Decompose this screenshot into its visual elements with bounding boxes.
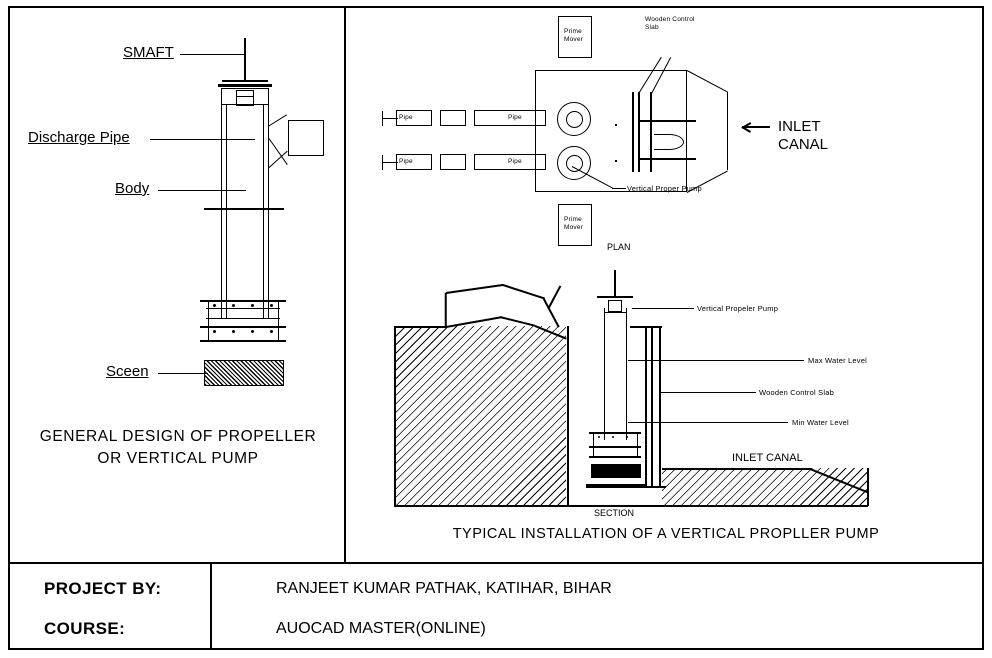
section-flange-bottom (589, 456, 641, 458)
section-flange-edge-right (637, 432, 638, 456)
section-slab-bar-2 (651, 326, 653, 486)
plan-sump-outline (535, 70, 687, 192)
title-block-label-column (10, 564, 212, 648)
duct-left-end (445, 293, 447, 327)
left-caption-line1: GENERAL DESIGN OF PROPELLER (39, 428, 317, 445)
section-caption: SECTION (594, 508, 635, 518)
body-top-edge (221, 88, 269, 89)
duct-top-edge-2 (503, 284, 545, 299)
section-body-right (626, 308, 627, 440)
body-inner-left (226, 104, 227, 318)
label-screen: Sceen (106, 363, 149, 380)
flange-bolt (232, 330, 235, 333)
section-flange-edge-left (593, 432, 594, 456)
plan-pipe-cap-upper (382, 111, 383, 126)
section-wooden-slab-label: Wooden Control Slab (759, 388, 834, 397)
shaft-coupling-line (236, 96, 254, 97)
section-sump-floor (586, 486, 666, 488)
plan-pipe-segment (440, 110, 466, 126)
title-block-row-value (212, 608, 982, 650)
body-left-edge (221, 88, 222, 318)
right-ground-edge (867, 468, 869, 506)
plan-inlet-canal-label (778, 118, 828, 154)
discharge-elbow-upper (268, 114, 287, 127)
plan-vertical-pump-label: Vertical Proper Pump (627, 184, 702, 193)
vertical-pump-leader-tail (612, 188, 626, 189)
project-by-value: RANJEET KUMAR PATHAK, KATIHAR, BIHAR (276, 580, 612, 597)
shaft-leader-line (180, 54, 246, 55)
left-caption-line2: OR VERTICAL PUMP (97, 450, 259, 467)
plan-pipe-label-3: Pipe (399, 158, 413, 165)
section-shaft (614, 270, 616, 296)
section-screen-block (591, 464, 641, 478)
inlet-arrow-shaft (742, 126, 770, 128)
discharge-leader-line (150, 139, 255, 140)
project-by-label: PROJECT BY: (44, 579, 162, 598)
right-ground-top (662, 468, 812, 470)
body-right-edge (268, 88, 269, 318)
sump-wall-left (567, 326, 569, 506)
right-caption: TYPICAL INSTALLATION OF A VERTICAL PROPLLER PUMP (452, 526, 880, 542)
control-slab-bar (638, 92, 640, 172)
flange-bolt (270, 330, 273, 333)
lower-flange-bottom (200, 340, 286, 342)
flange-bolt (213, 304, 216, 307)
section-flange-bolt (612, 436, 614, 438)
screen-block (204, 360, 284, 386)
title-block-row-value (212, 568, 982, 610)
title-block (10, 562, 982, 648)
control-slab-cross-lower (640, 158, 696, 160)
inlet-canal-line1: INLET (778, 118, 821, 135)
section-vertical-pump-label: Vertical Propeler Pump (697, 304, 779, 313)
label-body: Body (115, 180, 150, 197)
plan-center-dot (615, 124, 617, 126)
plan-pipe-label-2: Pipe (508, 114, 522, 121)
prime-mover-top-label: Prime Mover (564, 28, 584, 43)
plan-pipe-cap-lower (382, 155, 383, 170)
wooden-slab-line (660, 392, 756, 393)
body-leader-line (158, 190, 246, 191)
shaft-flange (218, 84, 272, 87)
inlet-transition-upper (687, 70, 728, 92)
screen-leader-line (158, 373, 208, 374)
prime-mover-bottom-label: Prime Mover (564, 216, 584, 231)
ground-left-edge (394, 326, 396, 506)
title-block-value-column (212, 564, 982, 648)
ground-hatch-left (394, 326, 566, 506)
pump-circle-upper-inner (566, 111, 583, 128)
lower-flange-line-a (206, 308, 280, 309)
section-slab-top (630, 326, 662, 328)
section-body-left (604, 308, 605, 440)
section-slab-bar-3 (659, 326, 661, 486)
ground-hatch-right (662, 468, 868, 506)
duct-diagonal (547, 285, 561, 309)
drawing-sheet (8, 6, 984, 650)
shaft-top-plate (222, 80, 268, 82)
ground-top-left (394, 326, 446, 328)
lower-flange-line-b (206, 318, 280, 319)
body-mid-flange (204, 208, 284, 210)
inlet-transition-end (727, 92, 728, 170)
plan-pipe-end-lower (382, 162, 398, 163)
flange-bolt (213, 330, 216, 333)
section-inlet-canal-label: INLET CANAL (732, 452, 803, 464)
discharge-outlet-box (288, 120, 324, 156)
min-water-level-label: Min Water Level (792, 418, 849, 427)
section-flange-bolt (626, 436, 628, 438)
inlet-vane (654, 134, 684, 150)
section-body-collar (604, 312, 627, 313)
plan-pipe-end-upper (382, 118, 398, 119)
title-block-row-label (10, 568, 210, 610)
section-slab-bar-1 (645, 326, 647, 486)
control-slab-bar (650, 92, 652, 172)
title-block-row-label (10, 608, 210, 650)
section-flange-bolt (598, 436, 600, 438)
plan-center-dot (615, 160, 617, 162)
min-water-level-line (628, 422, 788, 423)
control-slab-bar (632, 92, 634, 172)
right-drawing-panel (346, 8, 982, 562)
section-pump-leader (632, 308, 694, 309)
lower-flange-mid (200, 326, 286, 328)
section-flange-top (589, 432, 641, 434)
section-motor-plate (597, 296, 633, 298)
max-water-level-line (628, 360, 804, 361)
shaft-rod (244, 38, 246, 82)
control-slab-cross-upper (640, 120, 696, 122)
course-label: COURSE: (44, 619, 126, 638)
label-discharge-pipe: Discharge Pipe (28, 129, 130, 146)
section-flange-mid (589, 446, 641, 448)
left-drawing-panel (10, 8, 346, 562)
plan-pipe-label-1: Pipe (399, 114, 413, 121)
max-water-level-label: Max Water Level (808, 356, 867, 365)
plan-pipe-label-4: Pipe (508, 158, 522, 165)
plan-pipe-segment (440, 154, 466, 170)
lower-flange-edge-right (278, 302, 279, 340)
body-collar-line (221, 104, 269, 105)
inlet-canal-line2: CANAL (778, 136, 829, 153)
bank-slope-b (500, 316, 535, 326)
lower-flange-top (200, 300, 286, 302)
flange-bolt (251, 330, 254, 333)
label-shaft: SMAFT (123, 44, 174, 61)
flange-bolt (232, 304, 235, 307)
wooden-control-slab-label: Wooden Control Slab (645, 16, 695, 31)
duct-top-edge (446, 284, 504, 294)
flange-bolt (251, 304, 254, 307)
section-coupling (608, 300, 622, 312)
lower-flange-edge-left (208, 302, 209, 340)
course-value: AUOCAD MASTER(ONLINE) (276, 620, 486, 637)
plan-caption: PLAN (607, 242, 631, 252)
body-inner-right (263, 104, 264, 318)
flange-bolt (270, 304, 273, 307)
